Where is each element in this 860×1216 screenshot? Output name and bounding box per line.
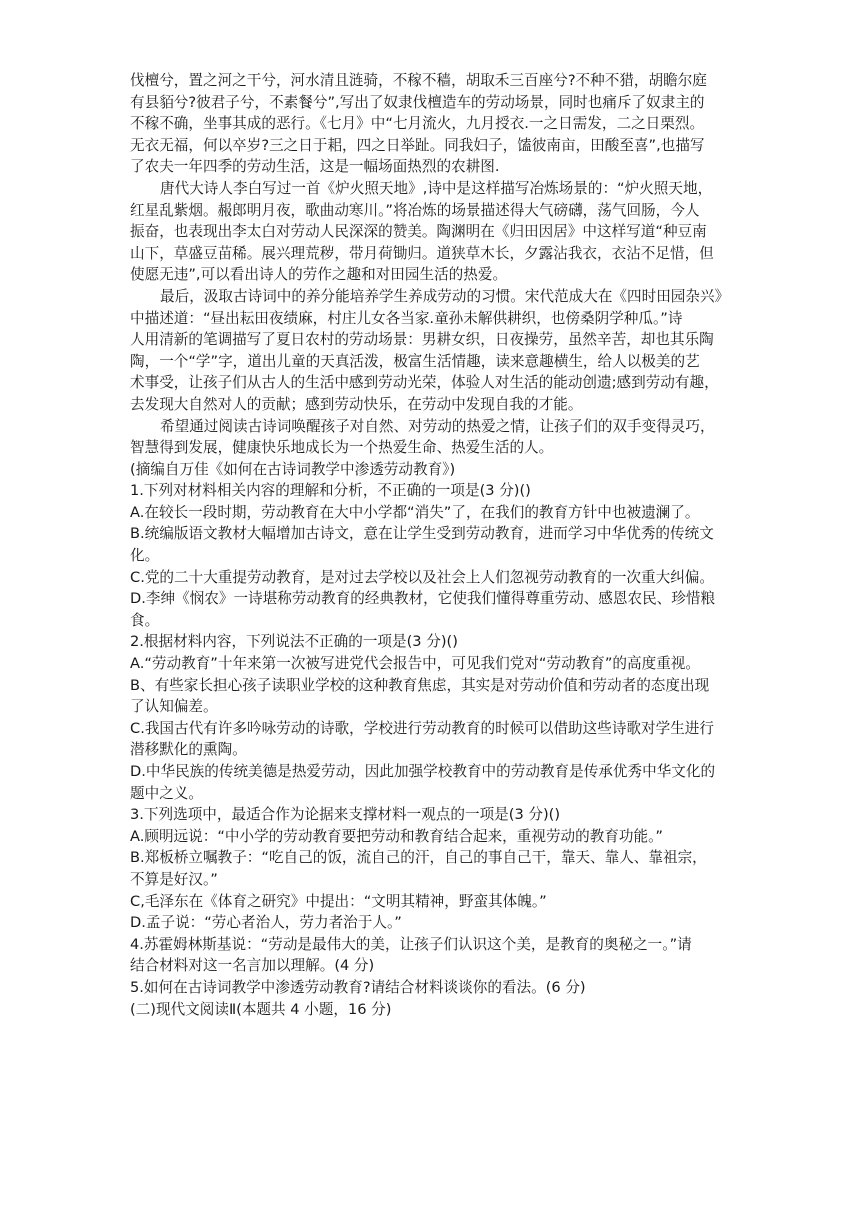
text-line: 陶，一个“学”字，道出儿童的天真活泼，极富生活情趣，读来意趣横生，给人以极美的艺 (130, 352, 700, 370)
text-line: 振奋，也表现出李太白对劳动人民深深的赞美。陶渊明在《归田因居》中这样写道“种豆南 (130, 223, 707, 241)
text-line: 不算是好汉。” (130, 870, 218, 888)
text-line: 唐代大诗人李白写过一首《炉火照天地》,诗中是这样描写冶炼场景的：“炉火照天地， (160, 179, 713, 197)
text-line: 5.如何在古诗词教学中渗透劳动教育?请结合材料谈谈你的看法。(6 分) (130, 978, 586, 996)
text-line: 使愿无违”,可以看出诗人的劳作之趣和对田园生活的热爱。 (130, 266, 508, 284)
text-line: 1.下列对材料相关内容的理解和分析，不正确的一项是(3 分)() (130, 482, 531, 500)
text-line: 了农夫一年四季的劳动生活，这是一幅场面热烈的农耕图. (130, 158, 500, 176)
text-line: 希望通过阅读古诗词唤醒孩子对自然、对劳动的热爱之情，让孩子们的双手变得灵巧， (160, 417, 715, 435)
text-line: 有县貊兮?彼君子兮，不素餐兮”,写出了奴隶伐檀造车的劳动场景，同时也痛斥了奴隶主的 (130, 93, 705, 111)
text-line: B.统编版语文教材大幅增加古诗文，意在让学生受到劳动教育，进而学习中华优秀的传统文 (130, 525, 714, 543)
text-line: 食。 (130, 611, 160, 629)
text-line: 化。 (130, 547, 160, 565)
text-line: 无衣无福，何以卒岁?三之日于耜，四之日举趾。同我妇子，馌彼南亩，田酸至喜”,也描写 (130, 136, 705, 154)
text-line: 中描述道：“昼出耘田夜绩麻，村庄儿女各当家.童孙未解供耕织，也傍桑阴学种瓜。”诗 (130, 309, 683, 327)
text-line: 智慧得到发展，健康快乐地成长为一个热爱生命、热爱生活的人。 (130, 439, 554, 457)
text-line: 3.下列选项中，最适合作为论据来支撑材料一观点的一项是(3 分)() (130, 806, 561, 824)
text-line: 伐檀兮，置之河之干兮，河水清且涟骑，不稼不穑，胡取禾三百座兮?不种不猎，胡瞻尔庭 (130, 72, 707, 89)
text-line: D.李绅《悯农》一诗堪称劳动教育的经典教材，它使我们懂得尊重劳动、感恩农民、珍惜粮 (130, 590, 716, 608)
text-line: (二)现代文阅读Ⅱ(本题共 4 小题，16 分) (130, 1000, 392, 1018)
text-line: 山下，草盛豆苗稀。展兴理荒秽，带月荷锄归。道狭草木长，夕露沾我衣，衣沾不足惜，但 (130, 244, 714, 262)
text-line: D.孟子说：“劳心者治人，劳力者治于人。” (130, 914, 402, 932)
text-line: A.“劳动教育”十年来第一次被写进党代会报告中，可见我们党对“劳动教育”的高度重视。 (130, 655, 700, 673)
text-line: D.中华民族的传统美德是热爱劳动，因此加强学校教育中的劳动教育是传承优秀中华文化的 (130, 763, 716, 780)
text-line: 去发现大自然对人的贡献；感到劳动快乐，在劳动中发现自我的才能。 (130, 395, 583, 413)
text-line: C.党的二十大重提劳动教育，是对过去学校以及社会上人们忽视劳动教育的一次重大纠偏。 (130, 568, 714, 586)
text-line: A.顾明远说：“中小学的劳动教育要把劳动和教育结合起来，重视劳动的教育功能。” (130, 827, 663, 845)
text-line: 人用清新的笔调描写了夏日农村的劳动场景：男耕女织，日夜操劳，虽然辛苦，却也其乐陶 (130, 331, 714, 349)
text-line: A.在较长一段时期，劳动教育在大中小学都“消失”了，在我们的教育方针中也被遗澜了。 (130, 503, 700, 521)
text-line: 红星乱紫烟。赧郎明月夜，歌曲动寒川。”将冶炼的场景描述得大气磅礴，荡气回肠，今人 (130, 201, 700, 219)
text-line: 4.苏霍姆林斯基说：“劳动是最伟大的美，让孩子们认识这个美，是教育的奥秘之一。”请 (130, 935, 692, 953)
text-line: C.我国古代有许多吟咏劳动的诗歌，学校进行劳动教育的时候可以借助这些诗歌对学生进行 (130, 719, 714, 737)
text-line: 题中之义。 (130, 784, 203, 802)
text-line: B.郑板桥立嘱教子：“吃自己的饭，流自己的汗，自己的事自己干，靠天、靠人、靠祖宗， (130, 849, 707, 867)
text-line: B、有些家长担心孩子读职业学校的这种教育焦虑，其实是对劳动价值和劳动者的态度出现 (130, 676, 710, 694)
text-line: 最后，汲取古诗词中的养分能培养学生养成劳动的习惯。宋代范成大在《四时田园杂兴》 (160, 287, 730, 305)
text-line: 不稼不确，坐事其成的恶行。《七月》中“七月流火，九月授衣.一之日需发，二之日栗烈。 (130, 115, 705, 133)
text-line: 结合材料对这一名言加以理解。(4 分) (130, 957, 375, 975)
text-line: 潜移默化的熏陶。 (130, 741, 247, 759)
text-line: (摘编自万佳《如何在古诗词教学中渗透劳动教育》) (130, 460, 456, 478)
text-line: 2.根据材料内容，下列说法不正确的一项是(3 分)() (130, 633, 458, 651)
text-line: C,毛泽东在《体育之研究》中提出：“文明其精神，野蛮其体魄。” (130, 892, 547, 910)
text-line: 了认知偏差。 (130, 698, 218, 716)
text-line: 术事受，让孩子们从古人的生活中感到劳动光荣，体验人对生活的能动创遗;感到劳动有趣， (130, 374, 719, 392)
